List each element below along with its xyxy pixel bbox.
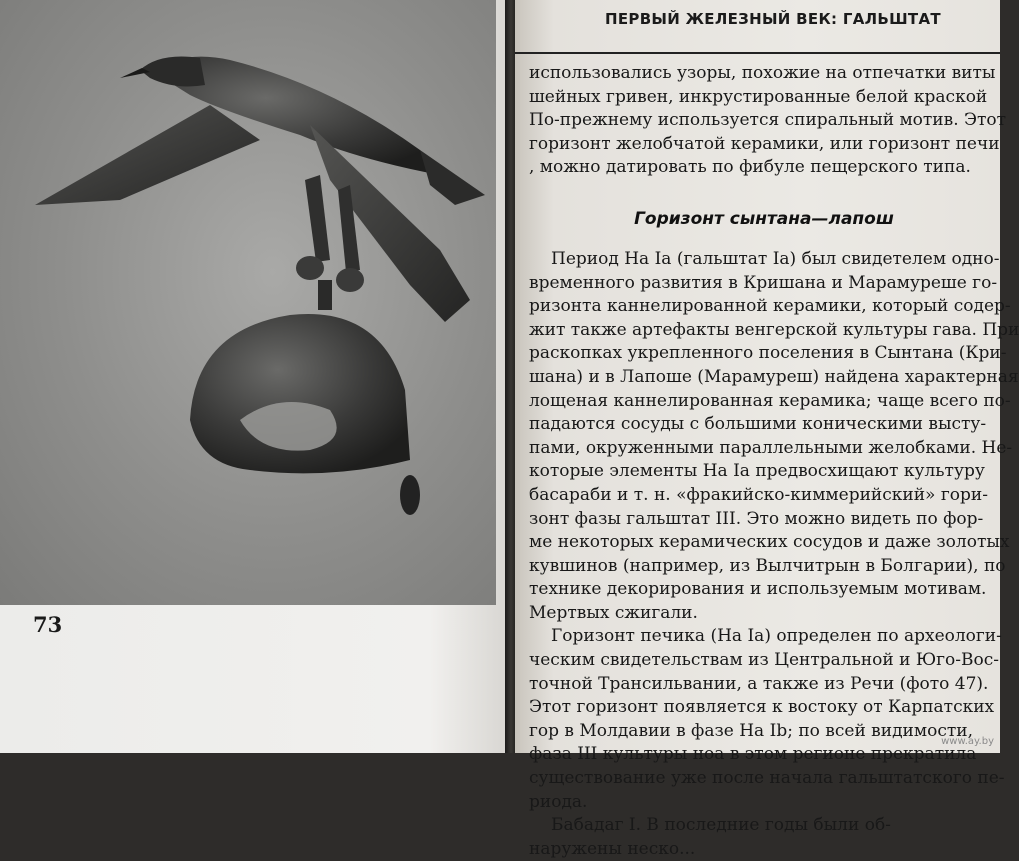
text-line: временного развития в Кришана и Марамуреше го- — [529, 272, 998, 293]
text-line: точной Трансильвании, а также из Речи (фото 47). — [529, 673, 989, 694]
section-body — [529, 248, 1019, 861]
watermark: www.ay.by — [941, 736, 994, 747]
text-line: раскопках укрепленного поселения в Сынтана (Кри- — [529, 343, 1007, 364]
text-line: ме некоторых керамических сосудов и даже золотых — [529, 532, 1010, 553]
text-line: басараби и т. н. «фракийско-киммерийский» гори- — [529, 484, 988, 505]
text-line: зонт фазы гальштат III. Это можно видеть по фор- — [529, 508, 984, 529]
left-wing — [35, 105, 260, 205]
text-line: пами, окруженными параллельными желобками. Не- — [529, 437, 1013, 458]
text-line: кувшинов (например, из Вылчитрын в Болгарии), по — [529, 555, 1006, 576]
text-line: По-прежнему используется спиральный мотив. Этот — [529, 110, 1007, 131]
text-line: риода. — [529, 791, 588, 812]
text-line: падаются сосуды с большими коническими высту- — [529, 414, 987, 435]
text-line: ризонта каннелированной керамики, который содер- — [529, 296, 1011, 317]
bird-figurine-image — [0, 0, 496, 605]
section-title: Горизонт сынтана—лапош — [634, 208, 894, 229]
text-line: наружены неско... — [529, 838, 696, 859]
text-line: Горизонт печика (Ha Ia) определен по археологи- — [551, 626, 1002, 647]
intro-paragraph — [529, 62, 1007, 180]
text-line: Мертвых сжигали. — [529, 602, 698, 623]
text-line: существование уже после начала гальштатского пе- — [529, 768, 1005, 789]
page-number: 73 — [33, 612, 63, 637]
text-line: Этот горизонт появляется к востоку от Карпатских — [529, 697, 995, 718]
text-line: лощеная каннелированная керамика; чаще всего по- — [529, 390, 1011, 411]
text-line: Бабадаг I. В последние годы были об- — [551, 815, 891, 836]
right-page — [515, 0, 1019, 859]
text-line: использовались узоры, похожие на отпечатки виты — [529, 63, 996, 83]
text-line: жит также артефакты венгерской культуры гава. При — [529, 319, 1019, 340]
text-line: которые элементы Ha Ia предвосхищают культуру — [529, 461, 985, 482]
text-line: шана) и в Лапоше (Марамуреш) найдена характерная — [529, 366, 1019, 387]
running-head: ПЕРВЫЙ ЖЕЛЕЗНЫЙ ВЕК: ГАЛЬШТАТ — [605, 10, 941, 28]
text-line: горизонт желобчатой керамики, или горизонт печи — [529, 133, 1000, 154]
text-line: , можно датировать по фибуле пещерского типа. — [529, 157, 971, 178]
text-line: гор в Молдавии в фазе Ha Ib; по всей видимости, — [529, 720, 974, 741]
left-page — [0, 0, 505, 753]
text-line: ческим свидетельствам из Центральной и Юго-Вос- — [529, 650, 1000, 671]
text-line: фаза III культуры ноа в этом регионе прекратила — [529, 744, 977, 765]
body-text — [529, 62, 1019, 861]
text-line: технике декорирования и используемым мотивам. — [529, 579, 987, 600]
text-line: Период Ha Ia (гальштат Ia) был свидетелем одно- — [551, 248, 1000, 269]
text-line: шейных гривен, инкрустированные белой краской — [529, 86, 988, 107]
bird-figurine-photo — [0, 0, 496, 605]
header-rule — [515, 52, 1000, 54]
